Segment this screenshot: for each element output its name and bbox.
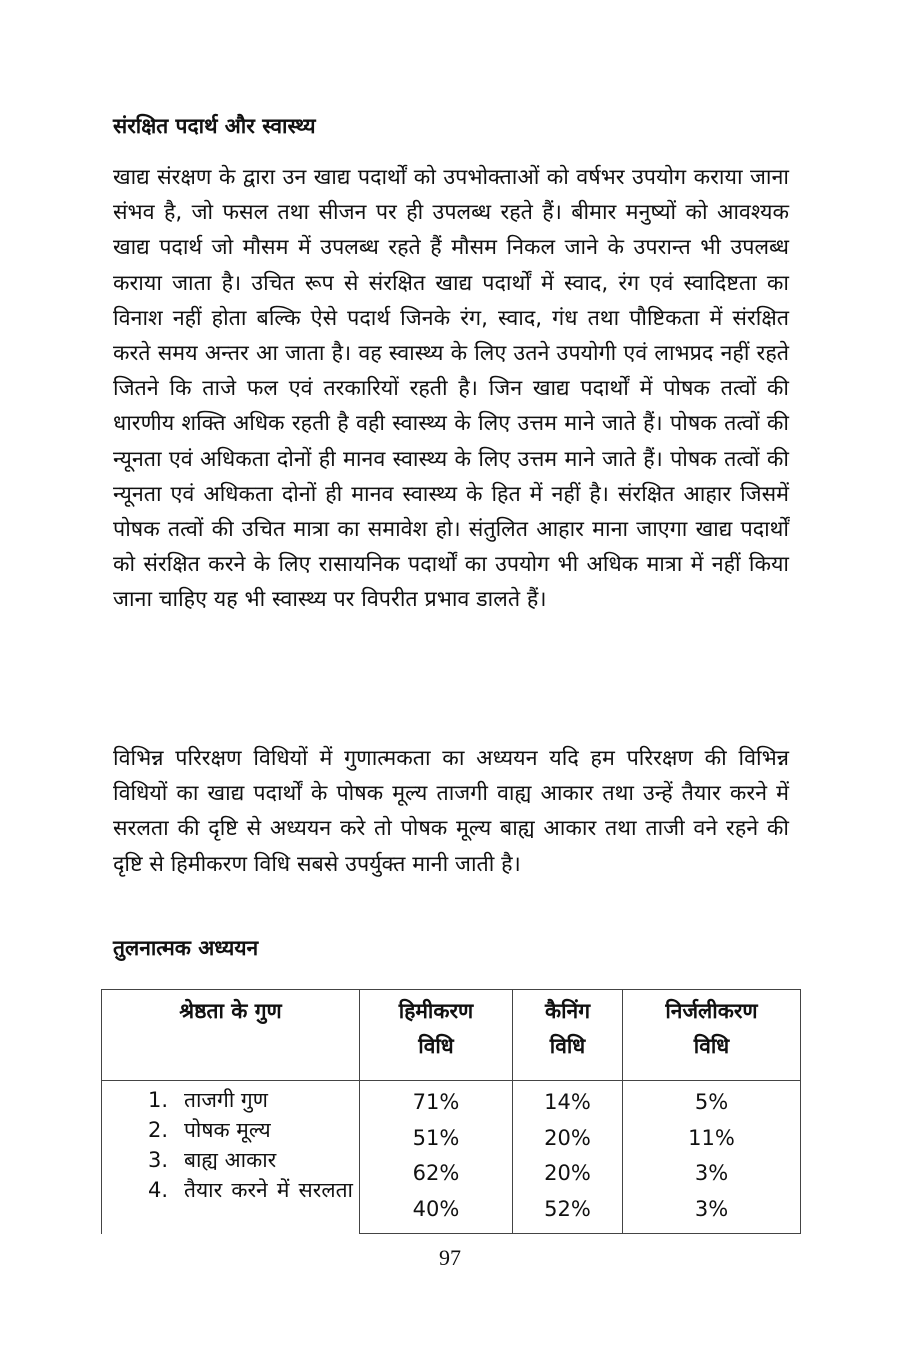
section-heading-comparative-study: तुलनात्मक अध्ययन bbox=[113, 936, 259, 960]
header-drying bbox=[623, 990, 801, 1081]
header-canning bbox=[513, 990, 623, 1081]
header-drying-line2: विधि bbox=[693, 1034, 730, 1058]
list-item-label: बाह्य आकार bbox=[184, 1148, 277, 1172]
canning-value: 20% bbox=[544, 1161, 591, 1185]
paragraph-quality-study: विभिन्न परिरक्षण विधियों में गुणात्मकता का अध्ययन यदि हम परिरक्षण की विभिन्न विधियों का खाद्य पदार्थों के पोषक मूल्य ताजगी वाह्य आकार तथा उन्हें तैयार करने में सरलता की दृष्टि से अध्ययन करे तो पोषक मूल्य बाह्य आकार तथा ताजी वने रहने की दृष्टि से हिमीकरण विधि सबसे उपर्युक्त मानी जाती है। bbox=[113, 746, 789, 877]
drying-value: 11% bbox=[688, 1125, 735, 1150]
list-item bbox=[108, 1085, 353, 1115]
list-item-number: 3. bbox=[148, 1148, 169, 1172]
canning-value: 52% bbox=[544, 1196, 591, 1221]
drying-values-cell bbox=[623, 1081, 801, 1234]
canning-value: 20% bbox=[544, 1125, 591, 1150]
drying-value: 5% bbox=[694, 1090, 729, 1114]
list-item-label: ताजगी गुण bbox=[184, 1088, 268, 1112]
section-heading-preserved-food-health: संरक्षित पदार्थ और स्वास्थ्य bbox=[113, 114, 316, 138]
paragraph-preservation-health: खाद्य संरक्षण के द्वारा उन खाद्य पदार्थों को उपभोक्ताओं को वर्षभर उपयोग कराया जाना संभव है, जो फसल तथा सीजन पर ही उपलब्ध रहते हैं। बीमार मनुष्यों को आवश्यक खाद्य पदार्थ जो मौसम में उपलब्ध रहते हैं मौसम निकल जाने के उपरान्त भी उपलब्ध कराया जाता है। उचित रूप से संरक्षित खाद्य पदार्थों में स्वाद, रंग एवं स्वादिष्टता का विनाश नहीं होता बल्कि ऐसे पदार्थ जिनके रंग, स्वाद, गंध तथा पौष्टिकता में संरक्षित करते समय अन्तर आ जाता है। वह स्वास्थ्य के लिए उतने उपयोगी एवं लाभप्रद नहीं रहते जितने कि ताजे फल एवं तरकारियों रहती है। जिन खाद्य पदार्थों में पोषक तत्वों की धारणीय शक्ति अधिक रहती है वही स्वास्थ्य के लिए उत्तम माने जाते हैं। पोषक तत्वों की न्यूनता एवं अधिकता दोनों ही मानव स्वास्थ्य के लिए उत्तम माने जाते हैं। पोषक तत्वों की न्यूनता एवं अधिकता दोनों ही मानव स्वास्थ्य के हित में नहीं है। संरक्षित आहार जिसमें पोषक तत्वों की उचित मात्रा का समावेश हो। संतुलित आहार माना जाएगा खाद्य पदार्थों को संरक्षित करने के लिए रासायनिक पदार्थों का उपयोग भी अधिक मात्रा में नहीं किया जाना चाहिए यह भी स्वास्थ्य पर विपरीत प्रभाव डालते हैं। bbox=[113, 165, 789, 613]
header-freezing-line2: विधि bbox=[418, 1034, 454, 1058]
header-freezing bbox=[360, 990, 513, 1081]
freezing-value: 40% bbox=[412, 1196, 460, 1221]
header-quality-label: श्रेष्ठता के गुण bbox=[179, 999, 282, 1023]
header-drying-line1: निर्जलीकरण bbox=[665, 999, 758, 1023]
list-item-number: 1. bbox=[148, 1088, 169, 1112]
list-item-number: 2. bbox=[148, 1118, 169, 1142]
header-quality bbox=[102, 990, 360, 1081]
header-freezing-line1: हिमीकरण bbox=[398, 999, 474, 1023]
freezing-values-cell bbox=[360, 1081, 513, 1234]
drying-value: 3% bbox=[694, 1161, 729, 1185]
list-item-label: पोषक मूल्य bbox=[184, 1118, 271, 1142]
freezing-value: 71% bbox=[412, 1090, 460, 1114]
freezing-value: 62% bbox=[412, 1161, 460, 1185]
page-number: 97 bbox=[439, 1245, 461, 1270]
list-item-label: तैयार करने में सरलता bbox=[184, 1178, 353, 1202]
canning-value: 14% bbox=[544, 1090, 591, 1114]
drying-value: 3% bbox=[694, 1196, 729, 1221]
header-canning-line2: विधि bbox=[549, 1034, 586, 1058]
freezing-value: 51% bbox=[412, 1125, 460, 1150]
table-row bbox=[102, 1081, 801, 1234]
canning-values-cell bbox=[513, 1081, 623, 1234]
list-item bbox=[108, 1145, 353, 1175]
header-canning-line1: कैनिंग bbox=[544, 999, 591, 1023]
table-header-row bbox=[102, 990, 801, 1081]
quality-list bbox=[108, 1085, 353, 1205]
list-item bbox=[108, 1115, 353, 1145]
comparison-table bbox=[101, 989, 801, 1234]
list-item bbox=[108, 1175, 353, 1205]
quality-list-cell bbox=[102, 1081, 360, 1234]
list-item-number: 4. bbox=[148, 1178, 169, 1202]
